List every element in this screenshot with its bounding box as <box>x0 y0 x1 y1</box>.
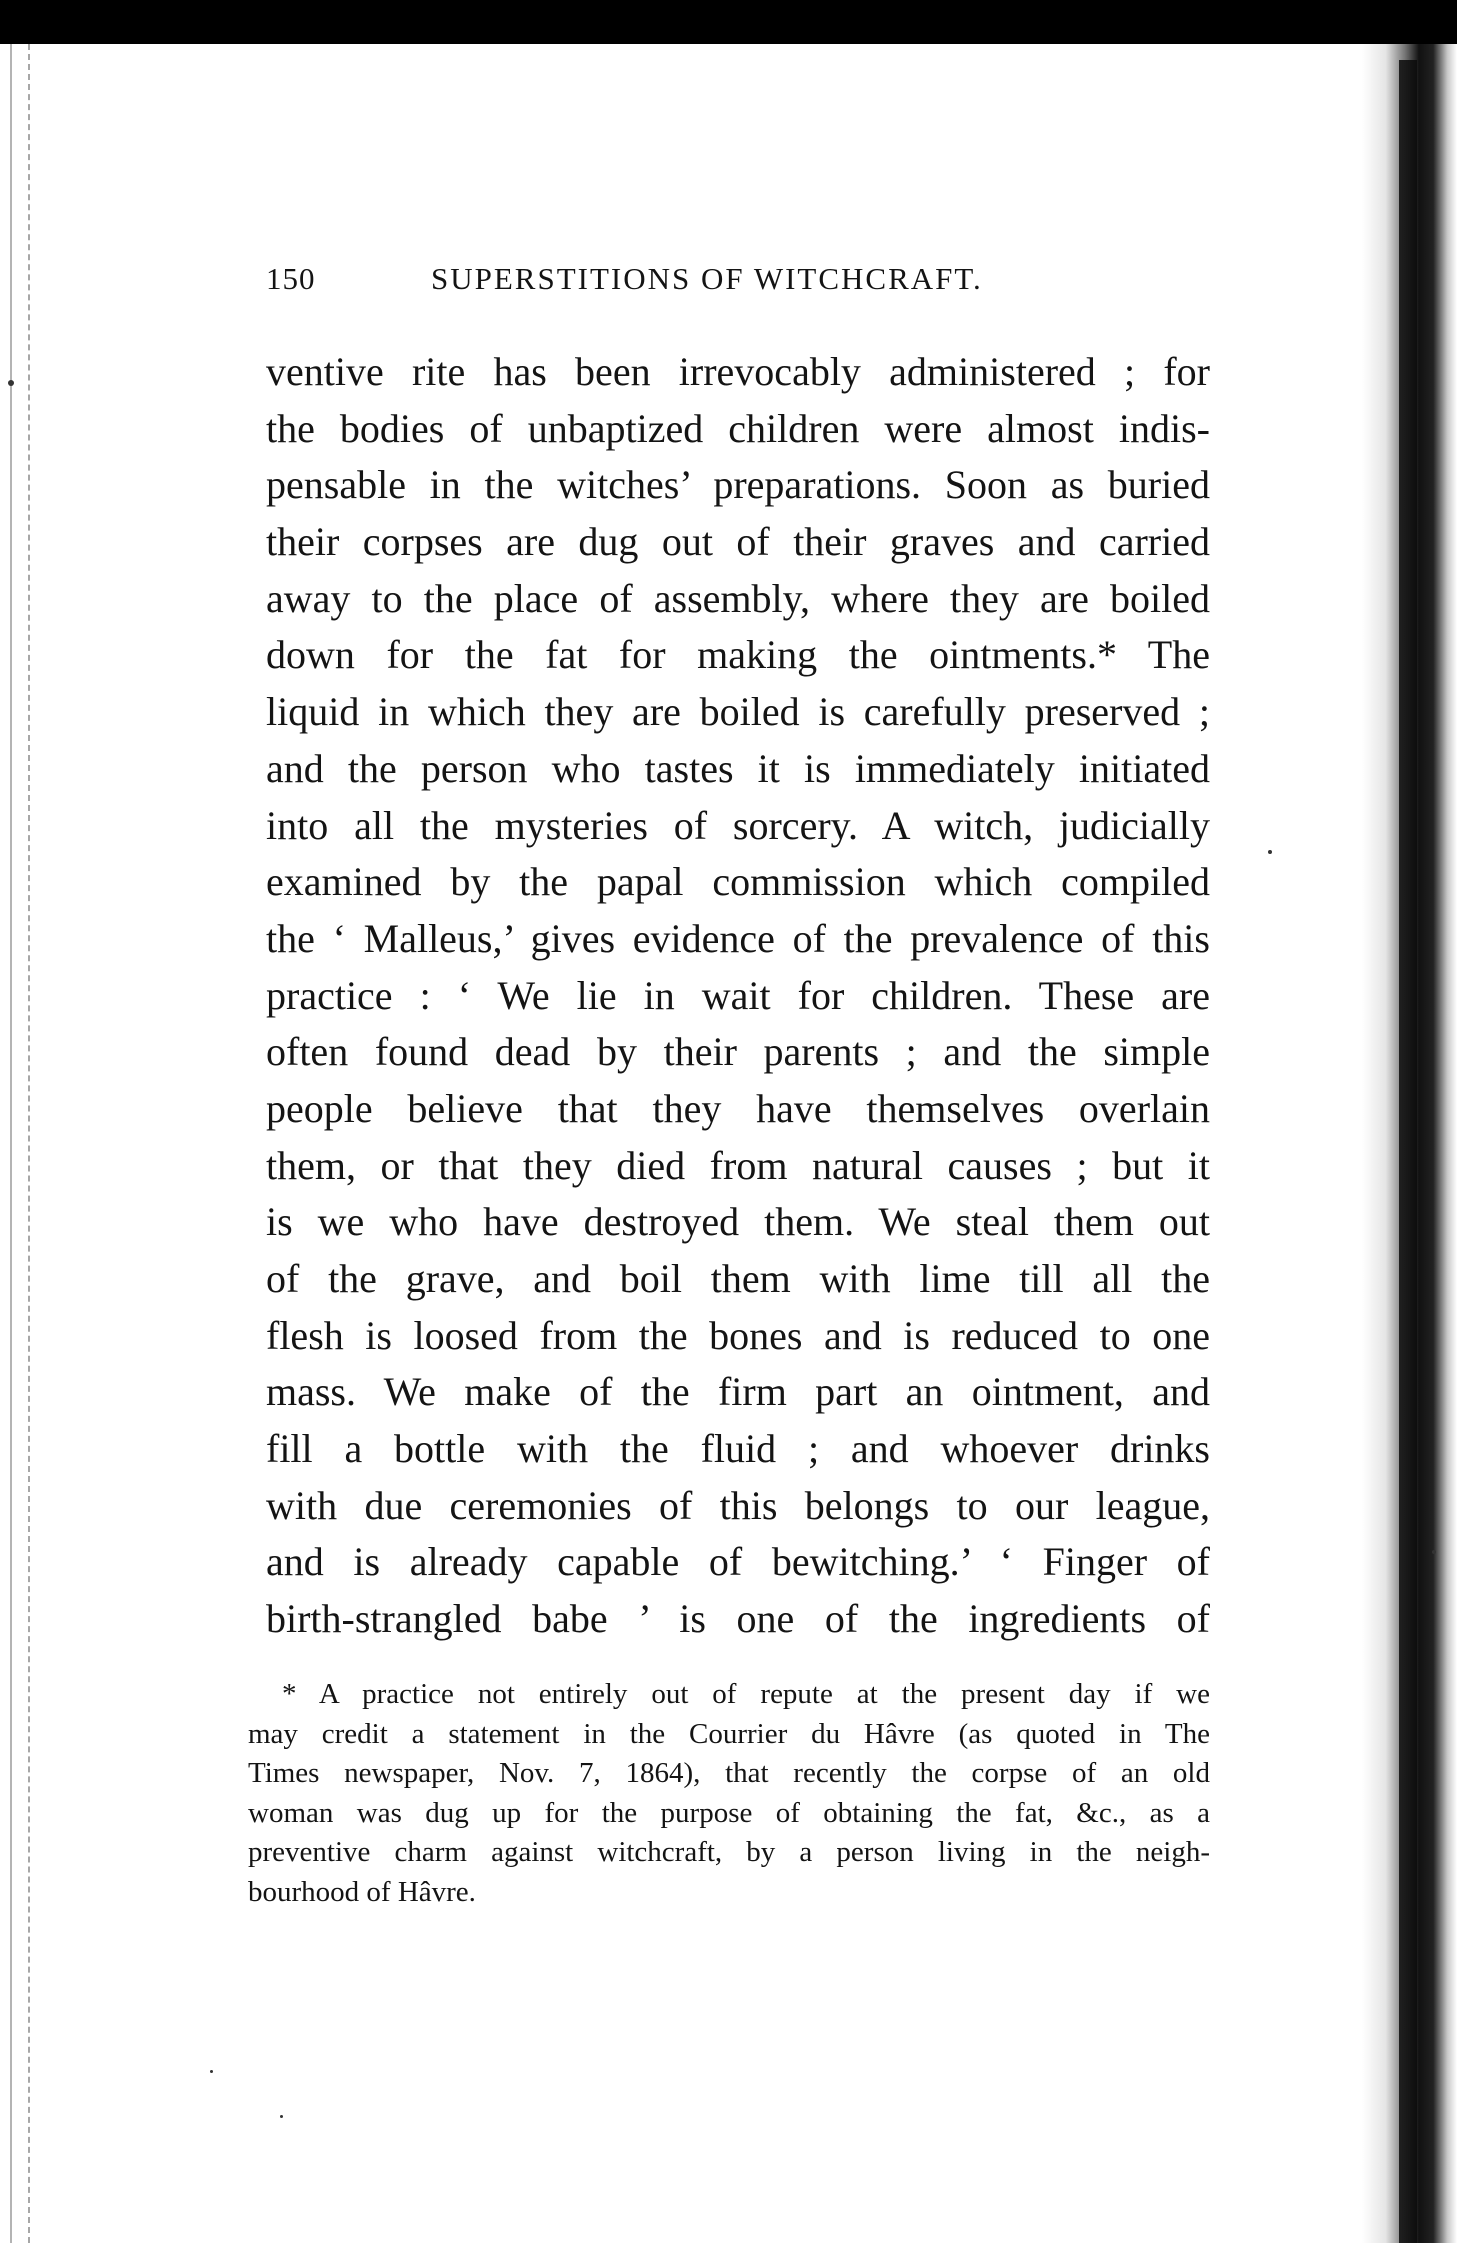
footnote <box>248 1675 1210 1913</box>
text-line: flesh is loosed from the bones and is reduced to one <box>266 1312 1210 1358</box>
text-line: away to the place of assembly, where they are boiled <box>266 575 1210 621</box>
scan-speck <box>1268 850 1272 854</box>
text-line: liquid in which they are boiled is carefully preserved ; <box>266 689 1210 735</box>
scan-speck <box>1432 1550 1436 1554</box>
text-line: is we who have destroyed them. We steal them out <box>266 1199 1210 1245</box>
body-text <box>266 344 1210 1648</box>
text-line: their corpses are dug out of their graves and carried <box>266 519 1210 565</box>
text-line: down for the fat for making the ointments.* The <box>266 632 1210 678</box>
text-line: pensable in the witches’ preparations. Soon as buried <box>266 462 1210 508</box>
text-line: people believe that they have themselves overlain <box>266 1085 1210 1131</box>
text-line: with due ceremonies of this belongs to our league, <box>266 1482 1210 1528</box>
text-line: and the person who tastes it is immediately initiated <box>266 745 1210 791</box>
running-head <box>266 254 1046 304</box>
text-line: practice : ‘ We lie in wait for children. These are <box>266 972 1210 1018</box>
scan-speck <box>280 2115 283 2118</box>
text-line: the ‘ Malleus,’ gives evidence of the prevalence of this <box>266 915 1210 961</box>
scan-left-edge-line <box>10 44 14 2243</box>
text-line: birth-strangled babe ’ is one of the ingredients of <box>266 1596 1210 1642</box>
binding-streak <box>1399 60 1417 2243</box>
scan-speck <box>210 2070 213 2073</box>
footnote-line: woman was dug up for the purpose of obtaining the fat, &c., as a <box>248 1796 1210 1829</box>
footnote-line: may credit a statement in the Courrier du Hâvre (as quoted in The <box>248 1717 1210 1750</box>
text-line: often found dead by their parents ; and the simple <box>266 1029 1210 1075</box>
text-line: and is already capable of bewitching.’ ‘ Finger of <box>266 1539 1210 1585</box>
scan-left-edge <box>0 44 30 2243</box>
text-line: examined by the papal commission which compiled <box>266 859 1210 905</box>
text-line: mass. We make of the firm part an ointment, and <box>266 1369 1210 1415</box>
footnote-line: bourhood of Hâvre. <box>248 1875 476 1908</box>
scan-speck <box>8 380 14 386</box>
page-number: 150 <box>266 261 316 296</box>
scan-top-border <box>0 0 1457 44</box>
text-line: the bodies of unbaptized children were almost indis- <box>266 405 1210 451</box>
text-line: fill a bottle with the fluid ; and whoever drinks <box>266 1426 1210 1472</box>
text-line: ventive rite has been irrevocably administered ; for <box>266 349 1210 394</box>
footnote-line: Times newspaper, Nov. 7, 1864), that recently the corpse of an old <box>248 1757 1210 1790</box>
text-line: into all the mysteries of sorcery. A witch, judicially <box>266 802 1210 848</box>
footnote-line: * A practice not entirely out of repute at the present day if we <box>282 1678 1210 1710</box>
text-line: them, or that they died from natural causes ; but it <box>266 1142 1210 1188</box>
footnote-line: preventive charm against witchcraft, by a person living in the neigh- <box>248 1836 1210 1869</box>
text-line: of the grave, and boil them with lime till all the <box>266 1256 1210 1301</box>
running-title: SUPERSTITIONS OF WITCHCRAFT. <box>431 261 983 296</box>
